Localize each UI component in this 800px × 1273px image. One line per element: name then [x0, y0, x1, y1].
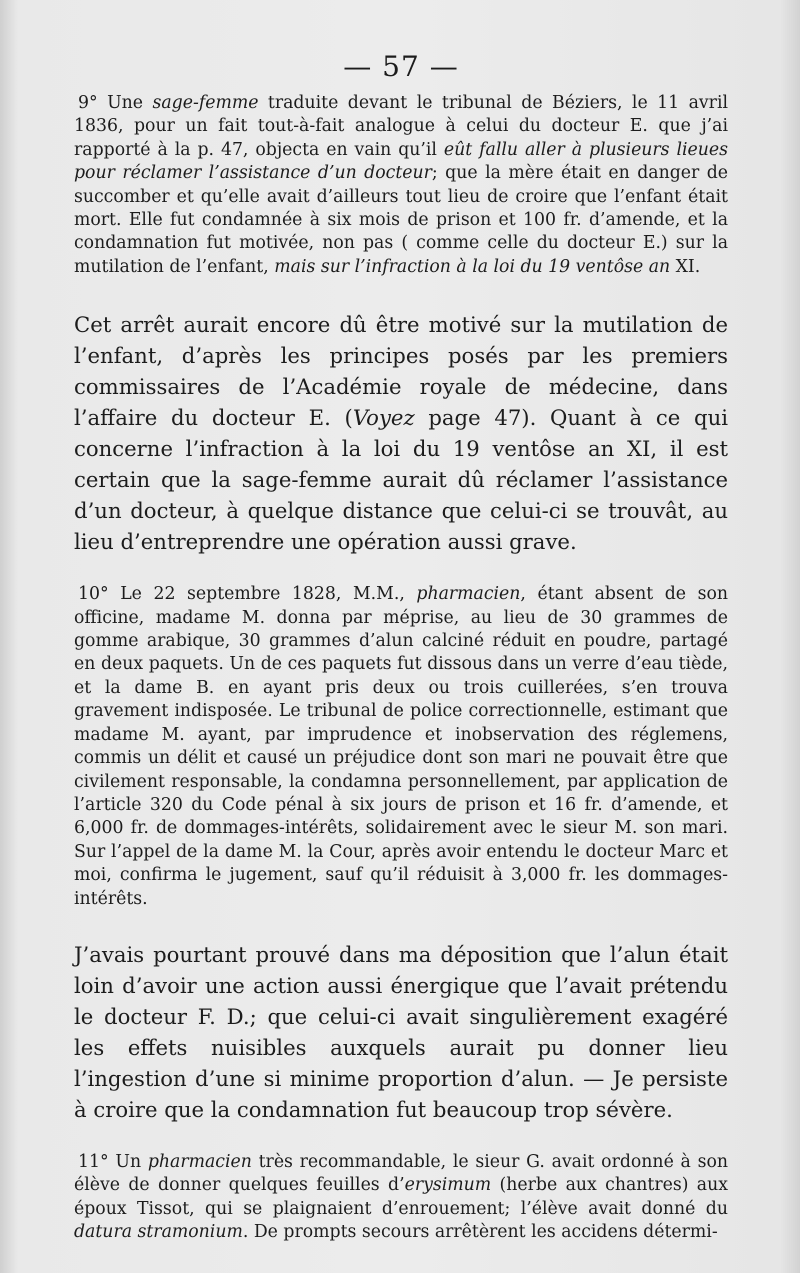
italic-run: mais sur l’infraction à la loi du 19 ventôse an: [274, 256, 671, 277]
italic-run: datura stramonium: [74, 1222, 243, 1243]
text-run: 9° Une: [78, 93, 153, 113]
text-run: très recommandable, le sieur G. avait ordonné à son élève de donner quelques feuilles d’: [74, 1151, 729, 1196]
paragraph-case-11: [74, 1151, 728, 1245]
text-run: traduite devant le tribunal de Béziers, le 11 avril 1836, pour un fait tout-à-fait analogue à celui du docteur E. que j’ai rapporté à la p. 47, objecta en vain qu’il: [74, 93, 729, 160]
paragraph-case-9: [74, 92, 728, 279]
italic-run: erysimum: [404, 1175, 492, 1196]
italic-run: Voyez: [352, 405, 415, 431]
paragraph-case-10: [74, 583, 728, 911]
text-run: page 47). Quant à ce qui concerne l’infraction à la loi du 19 ventôse an XI, il est certain que la sage-femme aurait dû réclamer l’assistance d’un docteur, à quelque distance que celui-ci se trouvât, au lieu d’entreprendre une opération aussi grave.: [74, 405, 728, 555]
italic-run: pharmacien: [416, 584, 521, 605]
italic-run: sage-femme: [152, 93, 259, 113]
page-number: — 57 —: [343, 50, 459, 83]
text-run: , étant absent de son officine, madame M. donna par méprise, au lieu de 30 grammes de gomme arabique, 30 grammes d’alun calciné réduit en poudre, partagé en deux paquets. Un de ces paquets fut dissous dans un verre d’eau tiède, et la dame B. en ayant pris deux ou trois cuillerées, s’en trouva gravement indisposée. Le tribunal de police correctionnelle, estimant que madame M. ayant, par imprudence et inobservation des réglemens, commis un délit et causé un préjudice dont son mari ne pouvait être que civilement responsable, la condamna personnellement, par application de l’article 320 du Code pénal à six jours de prison et 16 fr. d’amende, et 6,000 fr. de dommages-intérêts, solidairement avec le sieur M. son mari. Sur l’appel de la dame M. la Cour, après avoir entendu le docteur Marc et moi, confirma le jugement, sauf qu’il réduisit à 3,000 fr. les dommages-intérêts.: [74, 584, 729, 909]
text-run: . De prompts secours arrêtèrent les accidens détermi-: [242, 1222, 718, 1243]
text-run: (herbe aux chantres) aux époux Tissot, qui se plaignaient d’enrouement; l’élève avait donné du: [74, 1175, 728, 1219]
text-run: Cet arrêt aurait encore dû être motivé sur la mutilation de l’enfant, d’après les principes posés par les premiers commissaires de l’Académie royale de médecine, dans l’affaire du docteur E. (: [74, 312, 728, 431]
text-run: J’avais pourtant prouvé dans ma déposition que l’alun était loin d’avoir une action aussi énergique que l’avait prétendu le docteur F. D.; que celui-ci avait singulièrement exagéré les effets nuisibles auxquels aurait pu donner lieu l’ingestion d’une si minime proportion d’alun. — Je persiste à croire que la condamnation fut beaucoup trop sévère.: [74, 941, 728, 1122]
paragraph-commentary-arret: [74, 309, 728, 557]
text-run: ; que la mère était en danger de succomber et qu’elle avait d’ailleurs tout lieu de croire que l’enfant était mort. Elle fut condamnée à six mois de prison et 100 fr. d’amende, et la condamnation fut motivée, non pas ( comme celle du docteur E.) sur la mutilation de l’enfant,: [74, 163, 729, 277]
italic-run: pharmacien: [147, 1151, 252, 1172]
text-run: XI.: [670, 256, 701, 277]
text-run: 11° Un: [78, 1151, 148, 1172]
italic-run: eût fallu aller à plusieurs lieues pour réclamer l’assistance d’un docteur: [74, 139, 728, 184]
paragraph-commentary-alun: [74, 939, 728, 1125]
text-run: 10° Le 22 septembre 1828, M.M.,: [78, 584, 417, 605]
